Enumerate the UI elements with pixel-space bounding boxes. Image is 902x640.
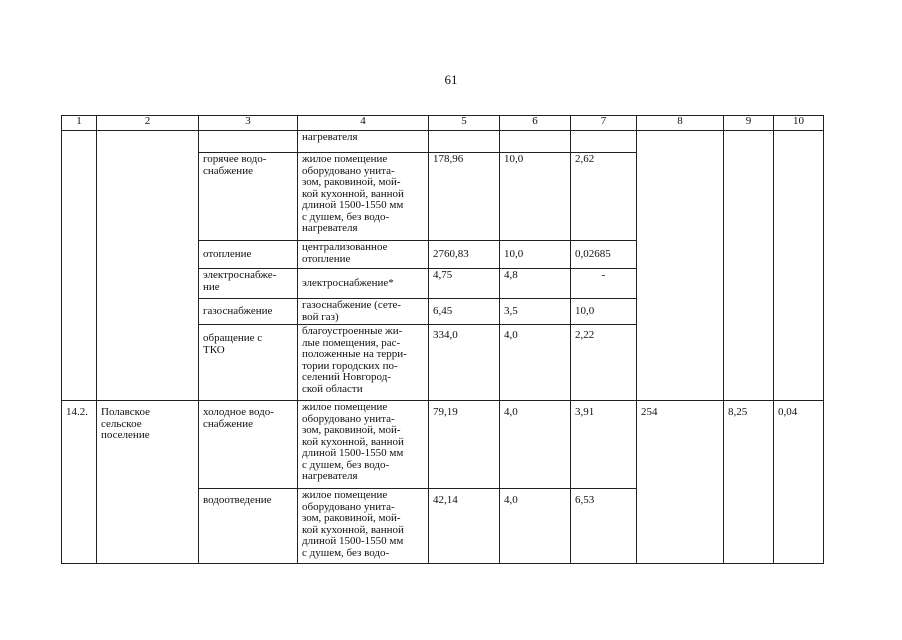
col-header-10: 10 <box>774 116 824 131</box>
description-cell: жилое помещение оборудовано унита- зом, раковиной, мой- кой кухонной, ванной длиной 1500-1550 мм с душем, без водо- <box>298 489 429 564</box>
value-col5: 79,19 <box>429 401 500 489</box>
value-col5: 6,45 <box>429 299 500 325</box>
value-col5: 42,14 <box>429 489 500 564</box>
service-cell: горячее водо- снабжение <box>199 153 298 241</box>
description-cell: электроснабжение* <box>298 269 429 299</box>
service-cell: холодное водо- снабжение <box>199 401 298 489</box>
value-col7: 6,53 <box>571 489 637 564</box>
description-cell: газоснабжение (сете- вой газ) <box>298 299 429 325</box>
col-header-4: 4 <box>298 116 429 131</box>
value-col7: 2,22 <box>571 325 637 401</box>
value-col5: 2760,83 <box>429 241 500 269</box>
col-header-5: 5 <box>429 116 500 131</box>
description-cell: централизованное отопление <box>298 241 429 269</box>
page-number: 61 <box>444 72 458 87</box>
service-cell: водоотведение <box>199 489 298 564</box>
table-row <box>62 131 824 153</box>
settlement-number: 14.2. <box>62 401 97 564</box>
col-header-7: 7 <box>571 116 637 131</box>
col-header-9: 9 <box>724 116 774 131</box>
service-cell: газоснабжение <box>199 299 298 325</box>
value-col5: 334,0 <box>429 325 500 401</box>
settlement-cell-empty <box>97 131 199 401</box>
service-cell: обращение с ТКО <box>199 325 298 401</box>
tariff-table <box>61 115 824 564</box>
value-col5: 178,96 <box>429 153 500 241</box>
value-col6: 10,0 <box>500 153 571 241</box>
value-col7 <box>571 131 637 153</box>
col-header-2: 2 <box>97 116 199 131</box>
value-col8: 254 <box>637 401 724 564</box>
header-row <box>62 116 824 131</box>
value-col6: 4,8 <box>500 269 571 299</box>
value-col6: 10,0 <box>500 241 571 269</box>
value-col6: 4,0 <box>500 401 571 489</box>
table-row <box>62 401 824 489</box>
value-col6 <box>500 131 571 153</box>
description-cell: нагревателя <box>298 131 429 153</box>
value-col6: 3,5 <box>500 299 571 325</box>
col10-cell-empty <box>774 131 824 401</box>
settlement-name: Полавское сельское поселение <box>97 401 199 564</box>
description-cell: жилое помещение оборудовано унита- зом, раковиной, мой- кой кухонной, ванной длиной 1500-1550 мм с душем, без водо- нагревателя <box>298 153 429 241</box>
value-col6: 4,0 <box>500 489 571 564</box>
value-col6: 4,0 <box>500 325 571 401</box>
service-cell: электроснабже- ние <box>199 269 298 299</box>
col-header-3: 3 <box>199 116 298 131</box>
service-cell: отопление <box>199 241 298 269</box>
value-col5 <box>429 131 500 153</box>
col-header-6: 6 <box>500 116 571 131</box>
col-header-1: 1 <box>62 116 97 131</box>
value-col7: 10,0 <box>571 299 637 325</box>
value-col9: 8,25 <box>724 401 774 564</box>
col-header-8: 8 <box>637 116 724 131</box>
col8-cell-empty <box>637 131 724 401</box>
value-col10: 0,04 <box>774 401 824 564</box>
value-col7: - <box>571 269 637 299</box>
value-col7: 0,02685 <box>571 241 637 269</box>
value-col7: 3,91 <box>571 401 637 489</box>
description-cell: жилое помещение оборудовано унита- зом, раковиной, мой- кой кухонной, ванной длиной 1500-1550 мм с душем, без водо- нагревателя <box>298 401 429 489</box>
num-cell-empty <box>62 131 97 401</box>
value-col5: 4,75 <box>429 269 500 299</box>
col9-cell-empty <box>724 131 774 401</box>
value-col7: 2,62 <box>571 153 637 241</box>
service-cell <box>199 131 298 153</box>
description-cell: благоустроенные жи- лые помещения, рас- положенные на терри- тории городских по- селений Новгород- ской области <box>298 325 429 401</box>
